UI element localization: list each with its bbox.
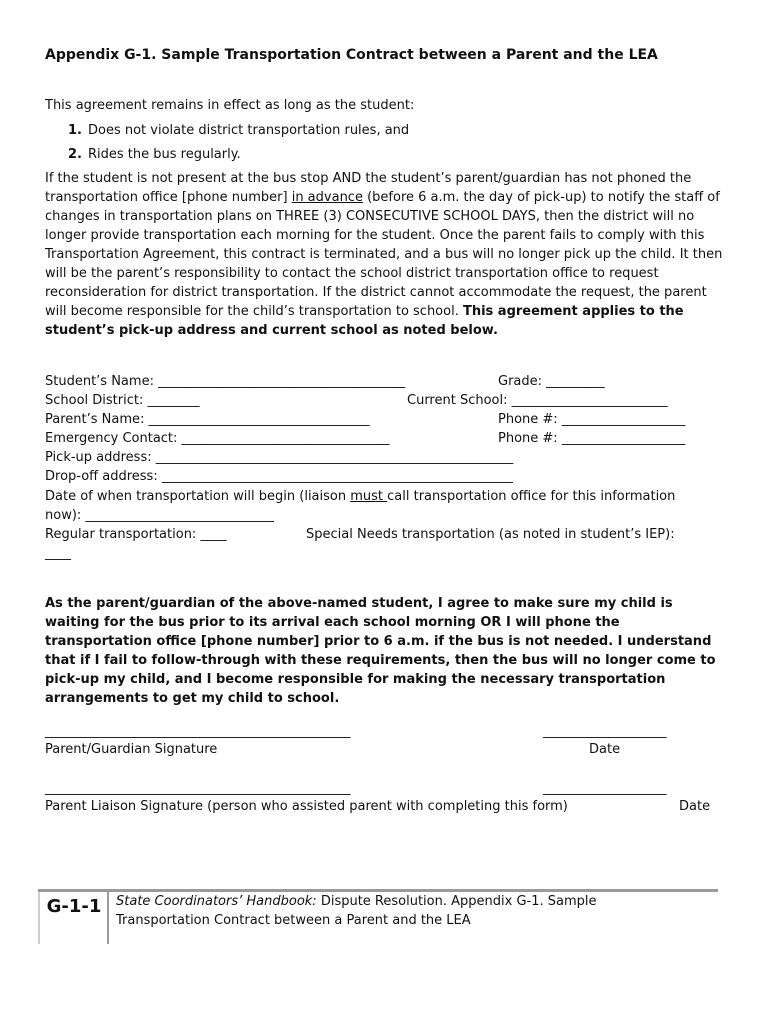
special-needs-label: Special Needs transportation (as noted in student’s IEP): [306,527,675,542]
special-needs-field[interactable]: ____ [45,546,71,561]
list-number: 2. [68,147,82,162]
current-school-field[interactable]: Current School: ________________________ [407,393,668,408]
footer-left-border [38,892,40,944]
list-text: Does not violate district transportation rules, and [87,123,410,138]
list-text: Rides the bus regularly. [87,147,241,162]
parent-name-field[interactable]: Parent’s Name: __________________________________ [45,412,370,427]
grade-field[interactable]: Grade: _________ [498,374,605,389]
pickup-address-field[interactable]: Pick-up address: _______________________________________________________ [45,450,514,465]
intro-text: This agreement remains in effect as long as the student: [45,98,415,113]
must-underlined: must [350,489,388,504]
school-district-field[interactable]: School District: ________ [45,393,200,408]
footer-caption [116,892,676,930]
parent-date-line[interactable]: ___________________ [543,724,667,739]
student-name-field[interactable]: Student’s Name: ______________________________________ [45,374,406,389]
parent-signature-line[interactable]: _______________________________________________ [45,724,351,739]
terms-paragraph [45,169,725,340]
terms-text-1: If the student is not present at the bus stop AND the student’s parent/guardian has not phoned the transportation office [phone number] [45,171,692,205]
footer-vertical-divider [107,892,109,944]
terms-bold-text: This agreement applies to the student’s pick-up address and current school as noted below. [45,304,684,338]
handbook-title: State Coordinators’ Handbook: [116,894,317,909]
footer-description: Dispute Resolution. Appendix G-1. Sample Transportation Contract between a Parent and the LEA [116,894,597,928]
in-advance-underlined: in advance [291,190,363,205]
agreement-statement: As the parent/guardian of the above-named student, I agree to make sure my child is waiting for the bus prior to its arrival each school morning OR I will phone the transportation office [phone number] prior to 6 a.m. if the bus is not needed. I understand that if I fail to follow-through with these requirements, then the bus will no longer come to pick-up my child, and I become responsible for making the necessary transportation arrangements to get my child to school. [45,596,716,706]
start-date-text-1: Date of when transportation will begin (liaison [45,489,351,504]
start-date-label [45,487,675,506]
phone-field[interactable]: Phone #: ___________________ [498,412,686,427]
terms-text-2: (before 6 a.m. the day of pick-up) to notify the staff of changes in transportation plans on THREE (3) CONSECUTIVE SCHOOL DAYS, then the district will no longer provide transportation each morning for the student. Once the parent fails to comply with this Transportation Agreement, this contract is terminated, and a bus will no longer pick up the child. It then will be the parent’s responsibility to contact the school district transportation office to request reconsideration for district transportation. If the district cannot accommodate the request, the parent will become responsible for the child’s transportation to school. [45,190,723,319]
document-title: Appendix G-1. Sample Transportation Contract between a Parent and the LEA [45,47,658,63]
emergency-contact-field[interactable]: Emergency Contact: ________________________________ [45,431,390,446]
start-date-field[interactable]: now): _____________________________ [45,508,274,523]
start-date-text-2: call transportation office for this information [387,489,676,504]
list-item [68,145,241,164]
page-code: G-1-1 [46,896,102,917]
dropoff-address-field[interactable]: Drop-off address: ______________________________________________________ [45,469,513,484]
parent-signature-label: Parent/Guardian Signature [45,742,218,757]
list-item [68,121,409,140]
regular-transport-field[interactable]: Regular transportation: ____ [45,527,227,542]
liaison-date-label: Date [679,799,711,814]
liaison-date-line[interactable]: ___________________ [543,781,667,796]
emergency-phone-field[interactable]: Phone #: ___________________ [498,431,686,446]
parent-date-label: Date [589,742,621,757]
list-number: 1. [68,123,82,138]
liaison-signature-label: Parent Liaison Signature (person who assisted parent with completing this form) [45,799,568,814]
liaison-signature-line[interactable]: _______________________________________________ [45,781,351,796]
